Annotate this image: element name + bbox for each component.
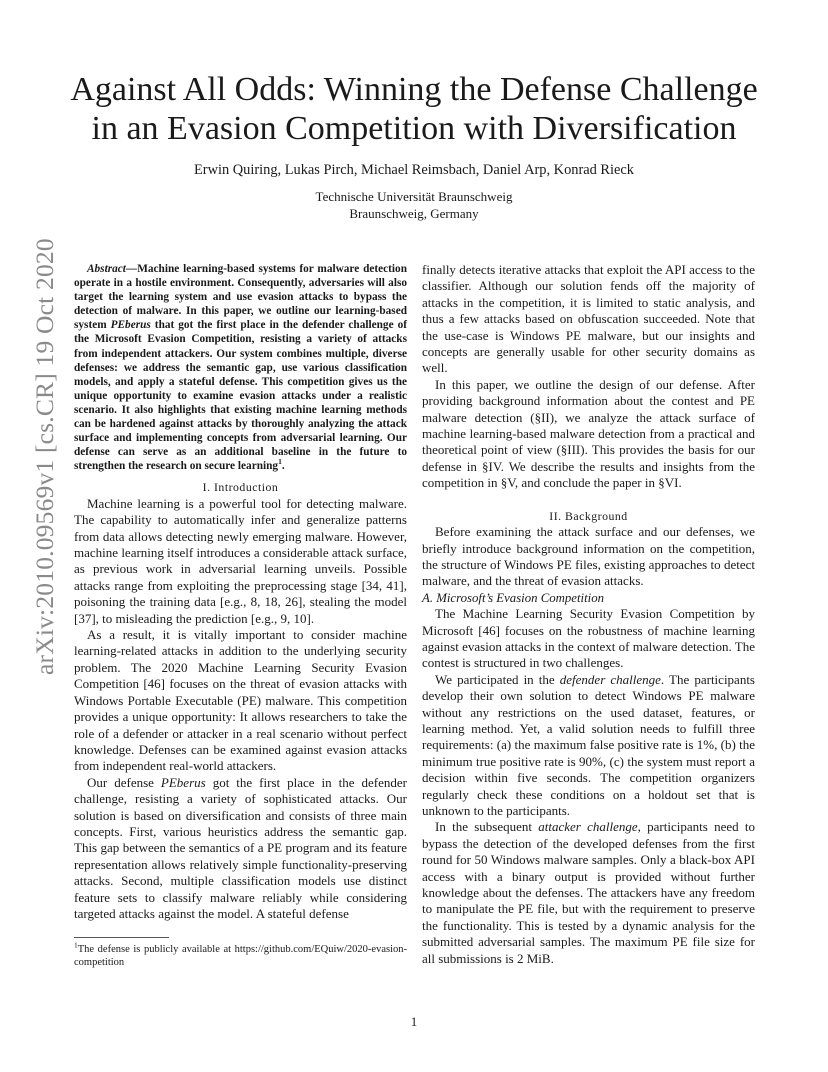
intro-paragraph-1: Machine learning is a powerful tool for detecting malware. The capability to automatically infer and generalize patterns from data allows detecting newly emerging malware. However, machine learning itself introduces a considerable attack surface, as previous work in adversarial learning unveils. Possible attacks range from exploiting the preprocessing stage [34, 41], poisoning the training data [e.g., 8, 18, 26], stealing the model [37], to misleading the prediction [e.g., 9, 10]. [74,495,407,626]
footnote-mark: 1 [74,940,78,950]
left-column [74,262,407,922]
affiliation [60,188,768,222]
arxiv-identifier-stamp: arXiv:2010.09569v1 [cs.CR] 19 Oct 2020 [30,238,59,675]
author-list: Erwin Quiring, Lukas Pirch, Michael Reimsbach, Daniel Arp, Konrad Rieck [193,162,634,178]
abstract-text-1: —Machine learning-based systems for malware detection operate in a hostile environment. Consequently, adversaries will also target the learning system and use evasion attacks to bypass the detection of malware. In this paper, we outline our learning-based system [74,263,407,332]
abstract-system-name: PEberus [110,319,151,332]
affiliation-institution: Technische Universität Braunschweig [315,189,513,204]
abstract-label: Abstract [87,263,126,275]
footnote-rule [74,937,169,938]
background-paragraph-4: In the subsequent attacker challenge, participants need to bypass the detection of the developed defenses from the first round for 50 Windows malware samples. Only a black-box API access with a binary output is provided without further knowledge about the defenses. The attackers have any freedom to manipulate the PE file, but with the requirement to preserve the functionality. This is tested by a dynamic analysis for the submitted adversarial samples. The maximum PE file size for all submissions is 2 MiB. [422,819,755,966]
intro-paragraph-4: finally detects iterative attacks that exploit the API access to the classifier. Although our solution fends off the majority of attacks in the competition, it is limited to static analysis, and thus a few attacks based on obfuscation succeeded. Note that the use-case is Windows PE malware, but our insights and concepts are generally usable for other security domains as well. [422,262,755,376]
footnote-text: The defense is publicly available at https://github.com/EQuiw/2020-evasion-competition [74,944,407,968]
abstract-footnote-mark[interactable]: 1 [278,457,282,467]
section-heading-introduction: I. Introduction [202,480,279,495]
paper-title: Against All Odds: Winning the Defense Challenge in an Evasion Competition with Diversification [70,71,758,147]
page-number: 1 [410,1014,418,1029]
subsection-heading-competition: A. Microsoft’s Evasion Competition [422,590,604,605]
affiliation-location: Braunschweig, Germany [349,206,479,221]
intro-paragraph-5: In this paper, we outline the design of our defense. After providing background information about the contest and PE malware detection (§II), we analyze the attack surface of machine learning-based malware detection from a practical and theoretical point of view (§III). This provides the basis for our defense in §IV. We describe the results and insights from the competition in §V, and conclude the paper in §VI. [422,376,755,491]
intro-paragraph-2: As a result, it is vitally important to consider machine learning-related attacks in addition to the underlying security problem. The 2020 Machine Learning Security Evasion Competition [46] focuses on the threat of evasion attacks with Windows Portable Executable (PE) malware. This competition provides a unique opportunity: It allows researchers to take the role of a defender or attacker in a real scenario without perfect knowledge. Defenses can be examined against evasion attacks from independent real-world attackers. [74,627,407,774]
footnote [74,940,407,969]
attacker-challenge-emphasis: attacker challenge [538,819,638,835]
background-paragraph-3: We participated in the defender challenge. The participants develop their own solution to detect Windows PE malware without any restrictions on the used dataset, features, or learning method. Yet, a valid solution needs to fulfill three requirements: (a) the maximum false positive rate is 1%, (b) the minimum true positive rate is 90%, (c) the system must report a decision within five seconds. The competition organizers regularly check these conditions on a holdout set that is unknown to the participants. [422,671,755,818]
abstract [74,262,407,473]
section-heading-background: II. Background [549,508,628,523]
system-name-emphasis: PEberus [160,774,206,790]
background-paragraph-2: The Machine Learning Security Evasion Competition by Microsoft [46] focuses on the robustness of machine learning against evasion attacks in the context of malware detection. The contest is structured in two challenges. [422,606,755,671]
background-paragraph-1: Before examining the attack surface and our defenses, we briefly introduce background information on the competition, the structure of Windows PE files, existing approaches to detect malware, and the threat of evasion attacks. [422,524,755,589]
abstract-text-2: that got the first place in the defender challenge of the Microsoft Evasion Competition, resisting a variety of attacks from independent attackers. Our system combines multiple, diverse defenses: we address the semantic gap, use various classification models, and apply a stateful defense. This competition gives us the unique opportunity to examine evasion attacks under a realistic scenario. It also highlights that existing machine learning methods can be hardened against attacks by thoroughly analyzing the attack surface and implementing concepts from adversarial learning. Our defense can serve as an additional baseline in the future to strengthen the research on secure learning [74,319,407,473]
intro-paragraph-3: Our defense PEberus got the first place in the defender challenge, resisting a variety of sophisticated attacks. Our solution is based on diversification and consists of three main concepts. First, various heuristics address the semantic gap. This gap between the semantics of a PE program and its feature representation allows relatively simple functionality-preserving attacks. Second, multiple classification models use distinct feature sets to classify malware reliably while considering targeted attacks against the model. A stateful defense [74,774,407,921]
abstract-end: . [281,460,285,473]
defender-challenge-emphasis: defender challenge [559,671,661,687]
right-column [422,262,755,967]
